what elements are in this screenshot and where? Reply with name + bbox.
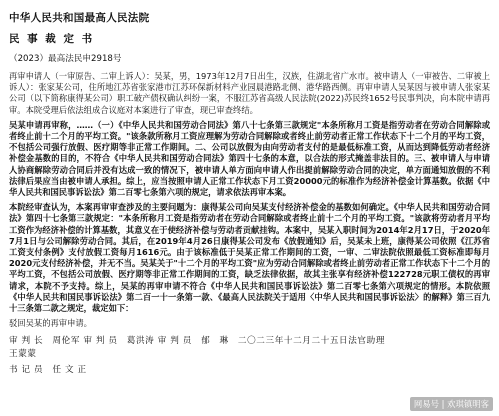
judges-line: 审 判 长 周伦军 审 判 员 葛洪涛 审 判 员 郁 琳 二〇二三年十二月二十五日法官助理 [9, 336, 386, 347]
applicant-claims-paragraph: 吴某申请再审称，……（一）《中华人民共和国劳动合同法》第八十七条第三款规定"本条所称月工资是指劳动者在劳动合同解除或者终止前十二个月的平均工资。"该条款所称月工资应理解为劳动合同解除或者终止前劳动者正常工作状态下十二个月的平均工资，不包括公司强行放假、医疗期等非正常工作期间。二、公司以放假为由向劳动者支付的是最低标准工资，从而达到降低劳动者经济补偿金基数的目的，不符合《中华人民共和国劳动合同法》第四十七条的本意，以合法的形式掩盖非法目的。三、被申请人与申请人协商解除劳动合同后并没有达成一致的情况下，被申请人单方面向申请人作出提前解除劳动合同的决定，单方面通知放假的不利法律后果应当由被申请人承担。综上，应当按照申请人正常工作状态下月工资20000元的标准作为经济补偿金计算基数。依据《中华人民共和国民事诉讼法》第二百零七条第六项的规定，请求依法再审本案。 [9, 119, 490, 198]
signature-block [9, 335, 490, 361]
court-review-paragraph: 本院经审查认为，本案再审审查涉及的主要问题为：康得某公司向吴某支付经济补偿金的基数如何确定。《中华人民共和国劳动合同法》第四十七条第三款规定："本条所称月工资是指劳动者在劳动合同解除或者终止前十二个月的平均工资。"该款将劳动者月平均工资作为经济补偿的计算基数，其意义在于使经济补偿与劳动者贡献挂钩。本案中，吴某入职时间为2014年2月17日，于2020年7月1日与公司解除劳动合同。其后，在2019年4月26日康得某公司发布《放假通知》后，吴某未上班，康得某公司依照《江苏省工资支付条例》支付放假工资每月1616元。由于该标准低于吴某正常工作期间的工资，一审、二审法院依照最低工资标准即每月2020元支付经济补偿，并无不当。吴某关于"十二个月的平均工资"应为劳动合同解除或者终止前劳动者正常工作状态下十二个月的平均工资，不包括公司放假、医疗期等非正常工作期间的工资，缺乏法律依据，故其主张享有经济补偿122728元职工债权的再审请求，本院不予支持。综上，吴某的再审申请不符合《中华人民共和国民事诉讼法》第二百零七条第六项规定的情形。本院依照《中华人民共和国民事诉讼法》第二百一十一条第一款、《最高人民法院关于适用〈中华人民共和国民事诉讼法〉的解释》第三百九十三条第二款之规定，裁定如下： [9, 202, 490, 314]
source-watermark: 网易号 | 欢琪镇明客 [410, 397, 493, 411]
document-type-title: 民 事 裁 定 书 [9, 33, 95, 45]
clerk-line: 书 记 员 任 文 正 [9, 365, 87, 376]
court-name: 中华人民共和国最高人民法院 [9, 12, 150, 24]
assistant-name: 王蒙蒙 [9, 349, 37, 360]
parties-paragraph: 再审申请人（一审原告、二审上诉人）：吴某，男，1973年12月7日出生，汉族，住湖北省广水市。被申请人（一审被告、二审被上诉人）：张家某公司，住所地江苏省张家港市江苏环保新材料产业园晨港路北侧、港华路西侧。再审申请人吴某因与被申请人张家某公司（以下简称康得某公司）职工破产债权确认纠纷一案，不服江苏省高级人民法院(2022)苏民终1652号民事判决，向本院申请再审。本院受理后依法组成合议庭对本案进行了审查，现已审查终结。 [9, 71, 490, 115]
case-number: （2023）最高法民申2918号 [9, 54, 122, 64]
ruling-paragraph: 驳回吴某的再审申请。 [9, 318, 92, 329]
